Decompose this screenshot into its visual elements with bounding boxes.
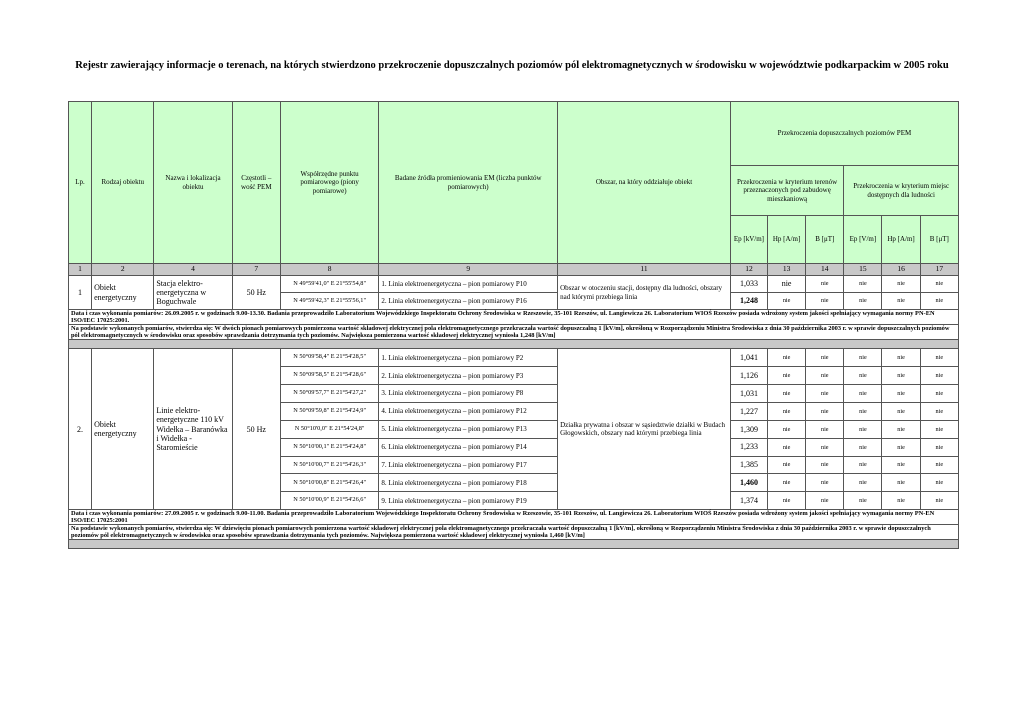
cell-zrodlo: 2. Linia elektroenergetyczna – pion pomiarowy P16 <box>379 293 558 310</box>
header-unit: B [μT] <box>920 216 958 264</box>
note-row <box>69 525 959 540</box>
cell-hp2: nie <box>882 293 920 310</box>
conclusion-note: Na podstawie wykonanych pomiarów, stwierdza się: W dziewięciu pionach pomiarowych pomierzona wartość składowej elektrycznej pola elektromagnetycznego przekraczała wartość dopuszczalną 1 [kV/m], określoną w Rozporządzeniu Ministra Środowiska z dnia 30 października 2003 r. w sprawie dopuszczalnych poziomów pól elektromagnetycznych w środowisku oraz sposobów sprawdzania dotrzymania tych poziomów. Największa pomierzona wartość składowej elektrycznej wyniosła 1,460 [kV/m] <box>69 525 959 540</box>
header-wspolrzedne: Współrzędne punktu pomiarowego (piony pomiarowe) <box>280 102 378 264</box>
header-group-ludnosc: Przekroczenia w kryterium miejsc dostępnych dla ludności <box>844 166 959 216</box>
cell-b2: nie <box>920 420 958 438</box>
cell-rodzaj: Obiekt energetyczny <box>92 349 154 510</box>
cell-hp2: nie <box>882 438 920 456</box>
cell-b: nie <box>806 420 844 438</box>
table-row <box>69 349 959 367</box>
cell-b: nie <box>806 367 844 385</box>
cell-rodzaj: Obiekt energetyczny <box>92 276 154 310</box>
cell-b: nie <box>806 349 844 367</box>
header-group-zabudowa: Przekroczenia w kryterium terenów przeznaczonych pod zabudowę mieszkaniową <box>730 166 843 216</box>
cell-hp2: nie <box>882 384 920 402</box>
cell-ep2: nie <box>844 349 882 367</box>
separator-row <box>69 340 959 349</box>
cell-ep2: nie <box>844 276 882 293</box>
cell-zrodlo: 7. Linia elektroenergetyczna – pion pomiarowy P17 <box>379 456 558 474</box>
table-row <box>69 276 959 293</box>
cell-hp: nie <box>768 367 806 385</box>
header-czestotliwosc: Częstotli – wość PEM <box>232 102 280 264</box>
cell-zrodlo: 8. Linia elektroenergetyczna – pion pomiarowy P18 <box>379 474 558 492</box>
cell-wspolrzedne: N 50°09'57,7" E 21°54'27,2" <box>280 384 378 402</box>
cell-hp: nie <box>768 420 806 438</box>
cell-b2: nie <box>920 456 958 474</box>
cell-hp2: nie <box>882 349 920 367</box>
column-number: 9 <box>379 264 558 276</box>
cell-ep2: nie <box>844 474 882 492</box>
cell-zrodlo: 5. Linia elektroenergetyczna – pion pomiarowy P13 <box>379 420 558 438</box>
cell-ep2: nie <box>844 438 882 456</box>
cell-ep: 1,309 <box>730 420 767 438</box>
header-zrodla: Badane źródła promieniowania EM (liczba punktów pomiarowych) <box>379 102 558 264</box>
note-row <box>69 325 959 340</box>
cell-zrodlo: 1. Linia elektroenergetyczna – pion pomiarowy P10 <box>379 276 558 293</box>
cell-hp: nie <box>768 402 806 420</box>
cell-hp: nie <box>768 474 806 492</box>
note-row <box>69 510 959 525</box>
cell-hp2: nie <box>882 420 920 438</box>
cell-wspolrzedne: N 50°09'59,8" E 21°54'24,9" <box>280 402 378 420</box>
column-number: 1 <box>69 264 92 276</box>
cell-wspolrzedne: N 50°09'58,4" E 21°54'28,5" <box>280 349 378 367</box>
cell-zrodlo: 3. Linia elektroenergetyczna – pion pomiarowy P8 <box>379 384 558 402</box>
cell-nazwa: Linie elektro-energetyczne 110 kV Widełka – Baranówka i Widełka - Staromieście <box>154 349 232 510</box>
cell-b: nie <box>806 402 844 420</box>
cell-b2: nie <box>920 438 958 456</box>
cell-zrodlo: 1. Linia elektroenergetyczna – pion pomiarowy P2 <box>379 349 558 367</box>
cell-czestotliwosc: 50 Hz <box>232 349 280 510</box>
cell-ep2: nie <box>844 492 882 510</box>
cell-b2: nie <box>920 349 958 367</box>
separator-cell <box>69 540 959 549</box>
cell-ep: 1,248 <box>730 293 767 310</box>
header-lp: Lp. <box>69 102 92 264</box>
column-number: 15 <box>844 264 882 276</box>
cell-b: nie <box>806 492 844 510</box>
cell-b: nie <box>806 438 844 456</box>
cell-hp: nie <box>768 276 806 293</box>
note-row <box>69 310 959 325</box>
header-obszar: Obszar, na który oddziałuje obiekt <box>558 102 731 264</box>
cell-ep: 1,233 <box>730 438 767 456</box>
column-number: 13 <box>768 264 806 276</box>
cell-zrodlo: 9. Linia elektroenergetyczna – pion pomiarowy P19 <box>379 492 558 510</box>
header-nazwa: Nazwa i lokalizacja obiektu <box>154 102 232 264</box>
cell-ep2: nie <box>844 367 882 385</box>
cell-zrodlo: 6. Linia elektroenergetyczna – pion pomiarowy P14 <box>379 438 558 456</box>
cell-obszar: Obszar w otoczeniu stacji, dostępny dla ludności, obszary nad którymi przebiega linia <box>558 276 731 310</box>
cell-wspolrzedne: N 50°10'00,8" E 21°54'26,4" <box>280 474 378 492</box>
cell-lp: 2. <box>69 349 92 510</box>
cell-ep2: nie <box>844 293 882 310</box>
header-rodzaj: Rodzaj obiektu <box>92 102 154 264</box>
column-number: 7 <box>232 264 280 276</box>
cell-b: nie <box>806 474 844 492</box>
cell-ep: 1,460 <box>730 474 767 492</box>
header-unit: B [μT] <box>806 216 844 264</box>
cell-nazwa: Stacja elektro-energetyczna w Boguchwale <box>154 276 232 310</box>
cell-hp: nie <box>768 456 806 474</box>
cell-ep: 1,385 <box>730 456 767 474</box>
cell-b2: nie <box>920 402 958 420</box>
cell-b: nie <box>806 293 844 310</box>
cell-b2: nie <box>920 276 958 293</box>
cell-ep: 1,374 <box>730 492 767 510</box>
cell-b2: nie <box>920 474 958 492</box>
column-number: 4 <box>154 264 232 276</box>
conclusion-note: Na podstawie wykonanych pomiarów, stwierdza się: W dwóch pionach pomiarowych pomierzona wartość składowej elektrycznej pola elektromagnetycznego przekraczała wartość dopuszczalną 1 [kV/m], określoną w Rozporządzeniu Ministra Środowiska z dnia 30 października 2003 r. w sprawie dopuszczalnych poziomów pól elektromagnetycznych w środowisku oraz sposobów sprawdzania dotrzymania tych poziomów. Największa pomierzona wartość składowej elektrycznej wyniosła 1,248 [kV/m] <box>69 325 959 340</box>
cell-wspolrzedne: N 49°59'42,3" E 21°55'56,1" <box>280 293 378 310</box>
cell-hp: nie <box>768 438 806 456</box>
cell-zrodlo: 4. Linia elektroenergetyczna – pion pomiarowy P12 <box>379 402 558 420</box>
page-title: Rejestr zawierający informacje o terenach, na których stwierdzono przekroczenie dopuszczalnych poziomów pól elektromagnetycznych w środowisku w województwie podkarpackim w 2005 roku <box>75 60 949 71</box>
cell-ep2: nie <box>844 384 882 402</box>
cell-wspolrzedne: N 50°10'0,0" E 21°54'24,8" <box>280 420 378 438</box>
cell-hp2: nie <box>882 474 920 492</box>
cell-hp: nie <box>768 492 806 510</box>
cell-ep: 1,227 <box>730 402 767 420</box>
cell-hp2: nie <box>882 276 920 293</box>
column-number: 8 <box>280 264 378 276</box>
cell-wspolrzedne: N 50°10'00,9" E 21°54'26,6" <box>280 492 378 510</box>
header-przekroczenia: Przekroczenia dopuszczalnych poziomów PEM <box>730 102 958 166</box>
cell-b2: nie <box>920 367 958 385</box>
cell-ep2: nie <box>844 420 882 438</box>
cell-hp2: nie <box>882 492 920 510</box>
column-number: 12 <box>730 264 767 276</box>
header-unit: Hp [A/m] <box>882 216 920 264</box>
cell-ep: 1,041 <box>730 349 767 367</box>
header-unit: Hp [A/m] <box>768 216 806 264</box>
cell-lp: 1 <box>69 276 92 310</box>
cell-czestotliwosc: 50 Hz <box>232 276 280 310</box>
cell-ep2: nie <box>844 402 882 420</box>
cell-b2: nie <box>920 384 958 402</box>
cell-hp2: nie <box>882 456 920 474</box>
cell-zrodlo: 2. Linia elektroenergetyczna – pion pomiarowy P3 <box>379 367 558 385</box>
cell-hp: nie <box>768 293 806 310</box>
cell-b: nie <box>806 276 844 293</box>
cell-ep2: nie <box>844 456 882 474</box>
cell-wspolrzedne: N 50°10'00,7" E 21°54'26,3" <box>280 456 378 474</box>
cell-b: nie <box>806 384 844 402</box>
column-number: 17 <box>920 264 958 276</box>
measurement-note: Data i czas wykonania pomiarów: 26.09.2005 r. w godzinach 9.00-13.30. Badania przeprowadziło Laboratorium Wojewódzkiego Inspektoratu Ochrony Środowiska w Rzeszowie, 35-101 Rzeszów, ul. Langiewicza 26. Laboratorium WIOŚ Rzeszów posiada wdrożony system jakości spełniający wymagania normy PN-EN ISO/IEC 17025:2001. <box>69 310 959 325</box>
cell-hp: nie <box>768 384 806 402</box>
column-number: 11 <box>558 264 731 276</box>
cell-b2: nie <box>920 492 958 510</box>
separator-row <box>69 540 959 549</box>
separator-cell <box>69 340 959 349</box>
cell-b2: nie <box>920 293 958 310</box>
column-number: 2 <box>92 264 154 276</box>
cell-wspolrzedne: N 50°10'00,1" E 21°54'24,8" <box>280 438 378 456</box>
cell-hp: nie <box>768 349 806 367</box>
header-unit: Ep [V/m] <box>844 216 882 264</box>
register-table <box>68 101 959 549</box>
column-number: 16 <box>882 264 920 276</box>
cell-ep: 1,031 <box>730 384 767 402</box>
cell-ep: 1,126 <box>730 367 767 385</box>
cell-obszar: Działka prywatna i obszar w sąsiedztwie działki w Budach Głogowskich, obszary nad którymi przebiega linia <box>558 349 731 510</box>
cell-wspolrzedne: N 50°09'58,5" E 21°54'28,6" <box>280 367 378 385</box>
measurement-note: Data i czas wykonania pomiarów: 27.09.2005 r. w godzinach 9.00-11.00. Badania przeprowadziło Laboratorium Wojewódzkiego Inspektoratu Ochrony Środowiska w Rzeszowie, 35-101 Rzeszów, ul. Langiewicza 26. Laboratorium WIOŚ Rzeszów posiada wdrożony system jakości spełniający wymagania normy PN-EN ISO/IEC 17025:2001 <box>69 510 959 525</box>
cell-hp2: nie <box>882 367 920 385</box>
cell-hp2: nie <box>882 402 920 420</box>
header-unit: Ep [kV/m] <box>730 216 767 264</box>
column-number: 14 <box>806 264 844 276</box>
cell-b: nie <box>806 456 844 474</box>
cell-wspolrzedne: N 49°59'41,0" E 21°55'54,8" <box>280 276 378 293</box>
cell-ep: 1,033 <box>730 276 767 293</box>
